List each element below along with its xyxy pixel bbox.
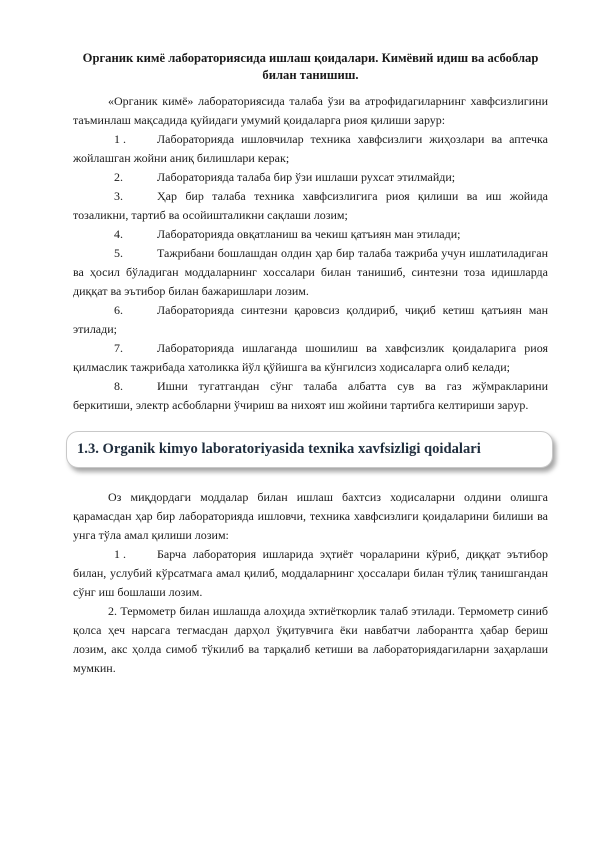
- rule-text: Лабораторияда ишлаганда шошилиш ва хавфсизлик қоидаларига риоя қилмаслик тажрибада хатоликка йўл қўйишга ва кўнгилсиз ходисаларга олиб келади;: [73, 341, 548, 374]
- rule-text: Лабораторияда ишловчилар техника хавфсизлиги жиҳозлари ва аптечка жойлашган жойни аниқ билишлари керак;: [73, 132, 548, 165]
- rule-text: Лабораторияда синтезни қаровсиз қолдириб, чиқиб кетиш қатъиян ман этилади;: [73, 303, 548, 336]
- rule-text: Лабораторияда овқатланиш ва чекиш қатъиян ман этилади;: [157, 227, 461, 241]
- rule-text: Тажрибани бошлашдан олдин ҳар бир талаба тажриба учун ишлатиладиган ва ҳосил бўладиган моддаларнинг хоссалари билан танишиб, синтезни тоза идишларда диққат ва эътибор билан бажаришлари лозим.: [73, 246, 548, 298]
- section-rule-2-paragraph: 2. Термометр билан ишлашда алоҳида эхтиёткорлик талаб этилади. Термометр синиб қолса ҳеч нарсага тегмасдан дарҳол ўқитувчига ёки навбатчи лаборантга ҳабар бериш лозим, акс ҳолда симоб тўкилиб ва тарқалиб кетиши ва лабораториядагиларни заҳарлаши мумкин.: [73, 604, 548, 675]
- rule-number: 3.: [114, 189, 123, 203]
- section-rule-number: 1 .: [114, 547, 126, 561]
- rule-number: 8.: [114, 379, 123, 393]
- section-heading-box: [66, 431, 553, 468]
- rule-item: [73, 187, 548, 225]
- section-rule-item: [73, 545, 548, 602]
- document-title: Органик кимё лабораториясида ишлаш қоидалари. Кимёвий идиш ва асбоблар билан танишиш.: [82, 51, 539, 82]
- rule-item: [73, 339, 548, 377]
- section-heading: 1.3. Organik kimyo laboratoriyasida texnika xavfsizligi qoidalari: [77, 441, 481, 457]
- rule-number: 5.: [114, 246, 123, 260]
- rule-number: 7.: [114, 341, 123, 355]
- rule-item: [73, 130, 548, 168]
- rule-number: 6.: [114, 303, 123, 317]
- intro-paragraph: «Органик кимё» лабораториясида талаба ўзи ва атрофидагиларнинг хавфсизлигини таъминлаш мақсадида қуйидаги умумий қоидаларга риоя қилиши зарур:: [73, 94, 548, 127]
- rule-item: [73, 301, 548, 339]
- document-content: [73, 50, 548, 678]
- rule-text: Ҳар бир талаба техника хавфсизлигига риоя қилиши ва иш жойида тозаликни, тартиб ва осойишталикни сақлаши лозим;: [73, 189, 548, 222]
- rule-text: Ишни тугатгандан сўнг талаба албатта сув ва газ жўмракларини беркитиши, электр асбобларни ўчириш ва нихоят иш жойини тартибга келтириши зарур.: [73, 379, 548, 412]
- rule-text: Лабораторияда талаба бир ўзи ишлаши рухсат этилмайди;: [157, 170, 456, 184]
- section-intro-paragraph: Оз миқдордаги моддалар билан ишлаш бахтсиз ходисаларни олдини олишга қарамасдан ҳар бир лабораторияда ишловчи, техника хавфсизлиги қоидаларини билиши ва унга тўла амал қилиши лозим:: [73, 490, 548, 542]
- rules-list: [73, 130, 548, 415]
- rule-item: [73, 225, 548, 244]
- section-rule-text: Барча лаборатория ишларида эҳтиёт чораларини кўриб, диққат эътибор билан, услубий кўрсатмага амал қилиб, моддаларнинг ҳоссалари билан тўлиқ танишгандан сўнг иш бошлаши лозим.: [73, 547, 548, 599]
- rule-item: [73, 377, 548, 415]
- rule-number: 2.: [114, 170, 123, 184]
- rule-item: [73, 244, 548, 301]
- rule-number: 1 .: [114, 132, 126, 146]
- rule-item: [73, 168, 548, 187]
- rule-number: 4.: [114, 227, 123, 241]
